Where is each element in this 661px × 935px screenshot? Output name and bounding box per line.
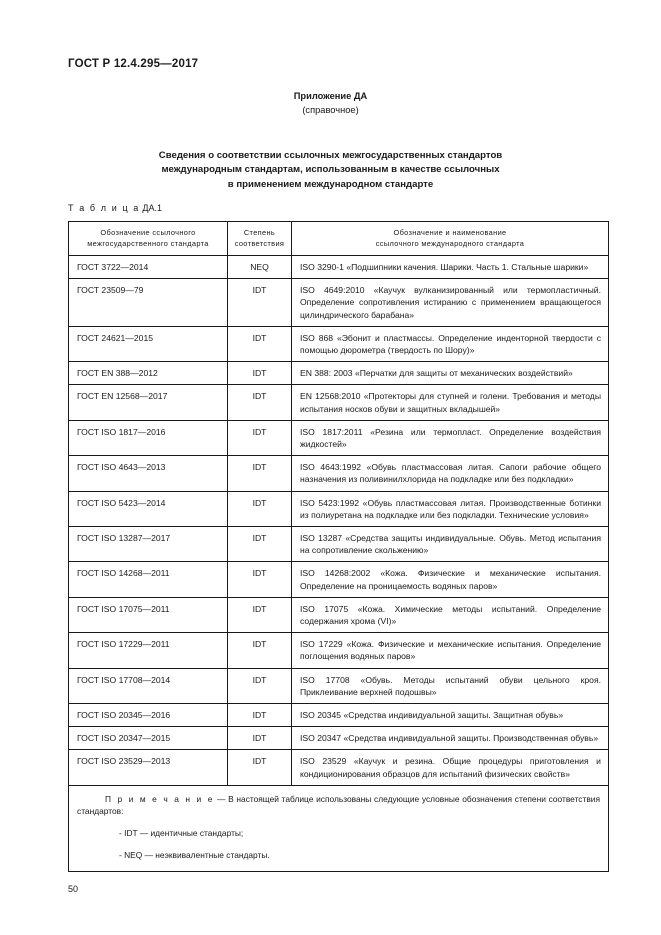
cell-gost: ГОСТ 3722—2014	[69, 256, 228, 279]
cell-gost: ГОСТ ISO 20345—2016	[69, 704, 228, 727]
table-row	[69, 727, 609, 750]
cell-degree: IDT	[228, 597, 292, 632]
column-header-gost	[69, 222, 228, 256]
page-number: 50	[68, 884, 79, 894]
reference-standards-table	[68, 221, 609, 872]
table-caption-label: Т а б л и ц а	[68, 203, 140, 213]
cell-gost: ГОСТ ISO 20347—2015	[69, 727, 228, 750]
cell-degree: IDT	[228, 326, 292, 361]
cell-iso: EN 12568:2010 «Протекторы для ступней и голени. Требования и методы испытания носков обуви и защитных вкладышей»	[292, 385, 609, 420]
column-header-gost-line-1: Обозначение ссылочного	[100, 228, 196, 237]
column-header-degree	[228, 222, 292, 256]
cell-iso: ISO 14268:2002 «Кожа. Физические и механические испытания. Определение на проницаемость водяных паров»	[292, 562, 609, 597]
table-note	[69, 785, 609, 871]
page-title	[0, 149, 661, 192]
cell-degree: IDT	[228, 362, 292, 385]
table-caption	[68, 203, 162, 213]
annex-heading	[0, 90, 661, 117]
table-caption-number: ДА.1	[142, 203, 163, 213]
table-body	[69, 256, 609, 872]
table-row	[69, 456, 609, 491]
column-header-gost-line-2: межгосударственного стандарта	[87, 239, 209, 248]
table-header	[69, 222, 609, 256]
table-row	[69, 362, 609, 385]
cell-degree: IDT	[228, 727, 292, 750]
cell-iso: ISO 23529 «Каучук и резина. Общие процедуры приготовления и кондиционирования образцов для испытаний физических свойств»	[292, 750, 609, 785]
table-row	[69, 704, 609, 727]
column-header-iso	[292, 222, 609, 256]
cell-degree: IDT	[228, 420, 292, 455]
table-note-text	[77, 793, 600, 818]
cell-iso: ISO 868 «Эбонит и пластмассы. Определение инденторной твердости с помощью дюрометра (твердость по Шору)»	[292, 326, 609, 361]
cell-degree: IDT	[228, 668, 292, 703]
table-row	[69, 420, 609, 455]
cell-gost: ГОСТ ISO 13287—2017	[69, 527, 228, 562]
table-row	[69, 279, 609, 327]
table-row	[69, 385, 609, 420]
table-note-item-neq: - NEQ — неэквивалентные стандарты.	[119, 849, 270, 860]
cell-iso: ISO 17708 «Обувь. Методы испытаний обуви цельного кроя. Приклеивание верхней подошвы»	[292, 668, 609, 703]
cell-iso: ISO 1817:2011 «Резина или термопласт. Определение воздействия жидкостей»	[292, 420, 609, 455]
column-header-degree-line-1: Степень	[243, 228, 276, 237]
cell-gost: ГОСТ ISO 5423—2014	[69, 491, 228, 526]
table-row	[69, 326, 609, 361]
cell-gost: ГОСТ ISO 1817—2016	[69, 420, 228, 455]
table-header-row	[69, 222, 609, 256]
table-row	[69, 491, 609, 526]
cell-degree: IDT	[228, 385, 292, 420]
table-row	[69, 668, 609, 703]
page-title-line-3: в применением международном стандарте	[227, 178, 434, 190]
cell-gost: ГОСТ ISO 17229—2011	[69, 633, 228, 668]
cell-gost: ГОСТ ISO 23529—2013	[69, 750, 228, 785]
table-row	[69, 750, 609, 785]
page-title-line-2: международным стандартам, использованным в качестве ссылочных	[161, 164, 500, 176]
cell-gost: ГОСТ 23509—79	[69, 279, 228, 327]
cell-iso: ISO 13287 «Средства защиты индивидуальные. Обувь. Метод испытания на сопротивление скольжению»	[292, 527, 609, 562]
cell-degree: IDT	[228, 704, 292, 727]
standard-designation-header: ГОСТ Р 12.4.295—2017	[68, 58, 199, 70]
cell-gost: ГОСТ EN 12568—2017	[69, 385, 228, 420]
cell-iso: ISO 17075 «Кожа. Химические методы испытаний. Определение содержания хрома (VI)»	[292, 597, 609, 632]
annex-title: Приложение ДА	[293, 91, 368, 101]
table-row	[69, 597, 609, 632]
column-header-degree-line-2: соответствия	[234, 239, 285, 248]
cell-gost: ГОСТ ISO 17075—2011	[69, 597, 228, 632]
cell-degree: IDT	[228, 562, 292, 597]
page-title-line-1: Сведения о соответствии ссылочных межгосударственных стандартов	[158, 150, 503, 161]
table-row	[69, 527, 609, 562]
cell-degree: IDT	[228, 491, 292, 526]
column-header-iso-line-2: ссылочного международного стандарта	[375, 239, 525, 248]
cell-gost: ГОСТ ISO 4643—2013	[69, 456, 228, 491]
cell-degree: IDT	[228, 750, 292, 785]
cell-iso: ISO 4643:1992 «Обувь пластмассовая литая. Сапоги рабочие общего назначения из поливинилхлорида на подкладке или без подкладки»	[292, 456, 609, 491]
cell-gost: ГОСТ EN 388—2012	[69, 362, 228, 385]
cell-degree: IDT	[228, 527, 292, 562]
table-note-item-idt: - IDT — идентичные стандарты;	[119, 828, 244, 839]
annex-subtitle: (справочное)	[302, 104, 359, 115]
table-row	[69, 633, 609, 668]
cell-iso: ISO 17229 «Кожа. Физические и механические испытания. Определение поглощения водяных паров»	[292, 633, 609, 668]
cell-degree: IDT	[228, 633, 292, 668]
cell-gost: ГОСТ 24621—2015	[69, 326, 228, 361]
table-note-row	[69, 785, 609, 871]
cell-gost: ГОСТ ISO 14268—2011	[69, 562, 228, 597]
cell-iso: ISO 4649:2010 «Каучук вулканизированный или термопластичный. Определение сопротивления истиранию с применением вращающегося цилиндрического барабана»	[292, 279, 609, 327]
cell-degree: IDT	[228, 279, 292, 327]
column-header-iso-line-1: Обозначение и наименование	[393, 228, 507, 237]
cell-degree: IDT	[228, 456, 292, 491]
cell-iso: ISO 5423:1992 «Обувь пластмассовая литая. Производственные ботинки из полиуретана на подкладке или без подкладки. Технические условия»	[292, 491, 609, 526]
cell-iso: ISO 20345 «Средства индивидуальной защиты. Защитная обувь»	[292, 704, 609, 727]
table-row	[69, 256, 609, 279]
cell-iso: EN 388: 2003 «Перчатки для защиты от механических воздействий»	[292, 362, 609, 385]
table-note-label: П р и м е ч а н и е	[105, 793, 215, 804]
table-note-body: — В настоящей таблице использованы следующие условные обозначения степени соответствия стандартов:	[77, 793, 600, 817]
cell-gost: ГОСТ ISO 17708—2014	[69, 668, 228, 703]
table-row	[69, 562, 609, 597]
cell-degree: NEQ	[228, 256, 292, 279]
cell-iso: ISO 20347 «Средства индивидуальной защиты. Производственная обувь»	[292, 727, 609, 750]
cell-iso: ISO 3290-1 «Подшипники качения. Шарики. Часть 1. Стальные шарики»	[292, 256, 609, 279]
